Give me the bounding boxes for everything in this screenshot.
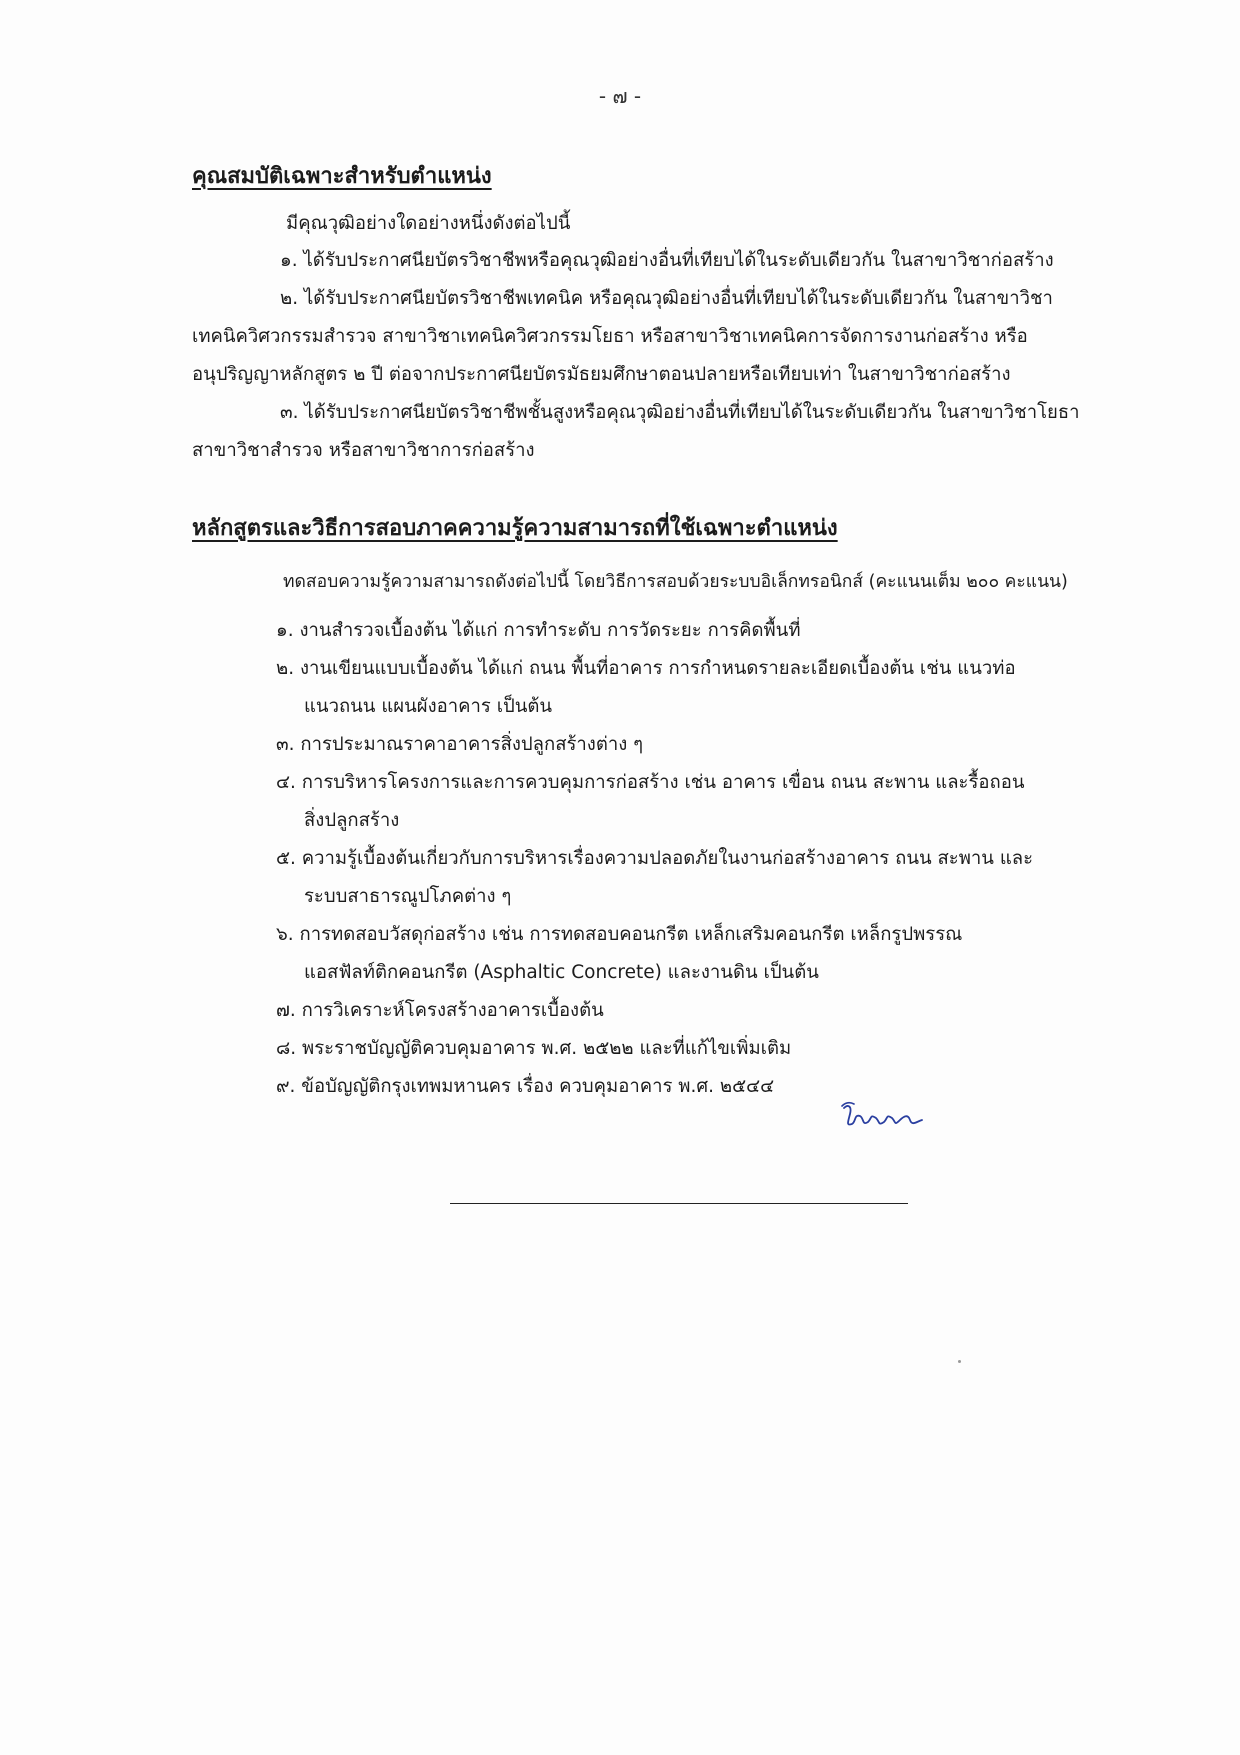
qualification-item-1: ๑. ได้รับประกาศนียบัตรวิชาชีพหรือคุณวุฒิอย่างอื่นที่เทียบได้ในระดับเดียวกัน ในสาขาวิชาก่อสร้าง <box>280 250 1054 271</box>
exam-topic-continuation: แอสฟัลท์ติกคอนกรีต (Asphaltic Concrete) และงานดิน เป็นต้น <box>304 962 819 983</box>
exam-topic-text: ๒. งานเขียนแบบเบื้องต้น ได้แก่ ถนน พื้นที่อาคาร การกำหนดรายละเอียดเบื้องต้น เช่น แนวท่อ <box>276 658 1016 679</box>
qualification-item-3-line-2: สาขาวิชาสำรวจ หรือสาขาวิชาการก่อสร้าง <box>192 440 535 461</box>
scan-speck <box>958 1360 961 1363</box>
exam-topic-2 <box>276 650 1156 726</box>
exam-topic-continuation: แนวถนน แผนผังอาคาร เป็นต้น <box>304 696 553 717</box>
exam-topic-9 <box>276 1068 1156 1106</box>
exam-topic-text: ๗. การวิเคราะห์โครงสร้างอาคารเบื้องต้น <box>276 1000 604 1021</box>
qualifications-intro: มีคุณวุฒิอย่างใดอย่างหนึ่งดังต่อไปนี้ <box>286 213 571 234</box>
exam-topic-6 <box>276 916 1156 992</box>
exam-topic-8 <box>276 1030 1156 1068</box>
qualification-item-2-line-3: อนุปริญญาหลักสูตร ๒ ปี ต่อจากประกาศนียบัตรมัธยมศึกษาตอนปลายหรือเทียบเท่า ในสาขาวิชาก่อสร้าง <box>192 364 1011 385</box>
exam-intro: ทดสอบความรู้ความสามารถดังต่อไปนี้ โดยวิธีการสอบด้วยระบบอิเล็กทรอนิกส์ (คะแนนเต็ม ๒๐๐ คะแนน) <box>283 572 1068 592</box>
exam-topic-continuation: ระบบสาธารณูปโภคต่าง ๆ <box>304 886 512 907</box>
exam-topic-text: ๖. การทดสอบวัสดุก่อสร้าง เช่น การทดสอบคอนกรีต เหล็กเสริมคอนกรีต เหล็กรูปพรรณ <box>276 924 963 945</box>
exam-topic-3 <box>276 726 1156 764</box>
qualifications-heading: คุณสมบัติเฉพาะสำหรับตำแหน่ง <box>192 164 492 189</box>
page-number: - ๗ - <box>598 84 642 108</box>
exam-topic-4 <box>276 764 1156 840</box>
exam-topic-text: ๘. พระราชบัญญัติควบคุมอาคาร พ.ศ. ๒๕๒๒ และที่แก้ไขเพิ่มเติม <box>276 1038 792 1059</box>
qualification-item-3-line-1: ๓. ได้รับประกาศนียบัตรวิชาชีพชั้นสูงหรือคุณวุฒิอย่างอื่นที่เทียบได้ในระดับเดียวกัน ในสาขาวิชาโยธา <box>280 402 1080 423</box>
exam-topic-7 <box>276 992 1156 1030</box>
exam-heading: หลักสูตรและวิธีการสอบภาคความรู้ความสามารถที่ใช้เฉพาะตำแหน่ง <box>192 516 838 541</box>
exam-topic-continuation: สิ่งปลูกสร้าง <box>304 810 400 831</box>
exam-topic-text: ๙. ข้อบัญญัติกรุงเทพมหานคร เรื่อง ควบคุมอาคาร พ.ศ. ๒๕๔๔ <box>276 1076 775 1097</box>
exam-topic-text: ๕. ความรู้เบื้องต้นเกี่ยวกับการบริหารเรื่องความปลอดภัยในงานก่อสร้างอาคาร ถนน สะพาน และ <box>276 848 1034 869</box>
qualification-item-2-line-1: ๒. ได้รับประกาศนียบัตรวิชาชีพเทคนิค หรือคุณวุฒิอย่างอื่นที่เทียบได้ในระดับเดียวกัน ในสาขาวิชา <box>280 288 1053 309</box>
qualification-item-2-line-2: เทคนิควิศวกรรมสำรวจ สาขาวิชาเทคนิควิศวกรรมโยธา หรือสาขาวิชาเทคนิคการจัดการงานก่อสร้าง หรือ <box>192 326 1028 347</box>
exam-topic-text: ๑. งานสำรวจเบื้องต้น ได้แก่ การทำระดับ การวัดระยะ การคิดพื้นที่ <box>276 620 801 641</box>
exam-topic-1 <box>276 612 1156 650</box>
exam-topic-list <box>276 612 1156 1106</box>
exam-topic-text: ๔. การบริหารโครงการและการควบคุมการก่อสร้าง เช่น อาคาร เขื่อน ถนน สะพาน และรื้อถอน <box>276 772 1025 793</box>
section-divider-line <box>450 1203 908 1204</box>
handwritten-signature <box>838 1100 928 1136</box>
exam-topic-5 <box>276 840 1156 916</box>
exam-topic-text: ๓. การประมาณราคาอาคารสิ่งปลูกสร้างต่าง ๆ <box>276 734 644 755</box>
